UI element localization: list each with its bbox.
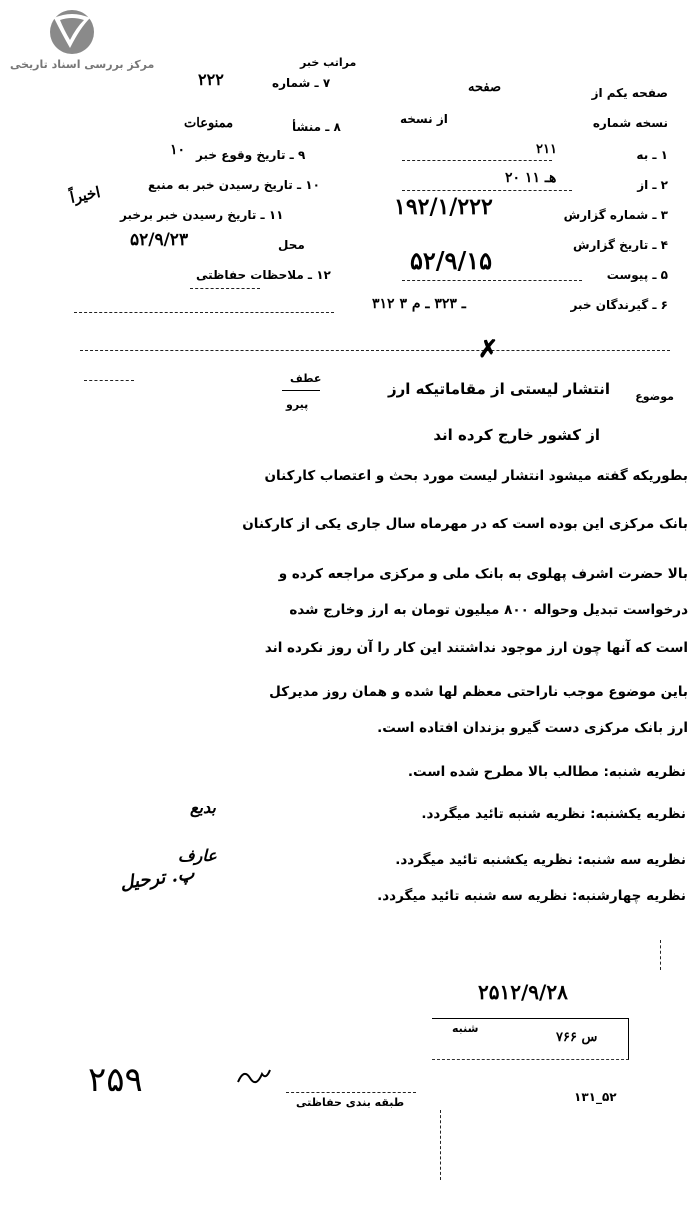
left-field-label: ۱٠ ـ تاریخ رسیدن خبر به منبع — [148, 178, 320, 192]
header-title: مراتب خبر — [300, 56, 357, 69]
body-line: بالا حضرت اشرف پهلوی به بانک ملی و مرکزی مراجعه کرده و — [278, 566, 688, 582]
right-field-label: ۲ ـ از — [637, 178, 668, 192]
left-field-label: ۸ ـ منشأ — [292, 120, 341, 134]
left-field-label: ۱۲ ـ ملاحظات حفاظتی — [196, 268, 331, 282]
page-number: ۲۵۹ — [88, 1060, 143, 1100]
opinion-line: نظریه سه شنبه: نظریه یکشنبه تائید میگردد. — [395, 852, 686, 868]
right-field-value: ۱۹۲/۱/۲۲۲ — [394, 194, 493, 220]
subject-line-2: از کشور خارج کرده اند — [433, 426, 600, 444]
left-field-value: ممنوعات — [184, 116, 234, 131]
right-field-value: از نسخه — [400, 112, 448, 126]
right-field-label: ۵ ـ پیوست — [606, 268, 668, 282]
right-field-label: ۱ ـ به — [636, 148, 668, 162]
subject-tail-dash — [84, 380, 134, 381]
right-field-value: ۳۱۲ ـ ۳۲۳ ـ م ۳ — [372, 296, 466, 312]
subject-label: موضوع — [635, 390, 674, 403]
subject-line-1: انتشار لیستی از مقاماتیکه ارز — [387, 380, 610, 398]
body-line: بطوریکه گفته میشود انتشار لیست مورد بحث و اعتصاب کارکنان — [264, 468, 688, 484]
body-line: باین موضوع موجب ناراحتی معظم لها شده و همان روز مدیرکل — [269, 684, 688, 700]
right-field-value: ۵۲/۹/۱۵ — [410, 246, 492, 275]
opinion-line: نظریه چهارشنبه: نظریه سه شنبه تائید میگردد. — [377, 888, 686, 904]
bottom-tail-dash — [440, 1110, 441, 1180]
right-field-label: ۳ ـ شماره گزارش — [563, 208, 668, 222]
archive-logo-icon — [40, 8, 100, 56]
left-field-value: اخیراً — [68, 183, 102, 207]
right-tail-dash — [660, 940, 661, 970]
body-line: بانک مرکزی این بوده است که در مهرماه سال جاری یکی از کارکنان — [242, 516, 688, 532]
right-field-value: صفحه — [468, 80, 501, 95]
form-code: ۵۲_۱۳۱ — [574, 1090, 617, 1104]
archive-logo — [40, 8, 100, 56]
left-field-label: ۷ ـ شماره — [272, 76, 331, 90]
right-field-value: ۲۰ هـ ۱۱ — [505, 170, 557, 186]
opinion-signature: بدیع — [190, 798, 216, 817]
margin-note-follow: پیرو — [286, 398, 309, 411]
signature-scribble — [236, 1064, 272, 1086]
margin-note-rule — [282, 390, 320, 391]
opinion-signature: عارف — [178, 846, 217, 865]
left-field-value: ۵۲/۹/۲۳ — [130, 230, 189, 250]
box-label: شنبه — [452, 1022, 479, 1035]
scribble-icon — [236, 1064, 272, 1086]
body-line: درخواست تبدیل وحواله ۸۰۰ میلیون تومان به ارز وخارج شده — [289, 602, 688, 618]
margin-note-reference: عطف — [290, 372, 322, 385]
header-separator — [80, 350, 670, 351]
right-field-label: نسخه شماره — [592, 116, 668, 130]
right-field-value: ۲۱۱ — [536, 142, 557, 157]
opinion-line: نظریه شنبه: مطالب بالا مطرح شده است. — [407, 764, 686, 780]
opinion-signature: پ. ترحیل — [118, 862, 196, 895]
body-line: است که آنها چون ارز موجود نداشتند این کار را آن روز نکرده اند — [264, 640, 688, 656]
right-field-label: ۶ ـ گیرندگان خبر — [570, 298, 668, 312]
left-field-value: ۲۲۲ — [198, 70, 224, 89]
cross-mark: ✗ — [478, 334, 499, 363]
left-field-label: محل — [278, 238, 305, 252]
classification-label: طبقه بندی حفاظتی — [296, 1096, 405, 1109]
stamp-date: ۲۵۱۲/۹/۲۸ — [478, 980, 568, 1004]
box-number: ۷۶۶ س — [556, 1030, 598, 1045]
left-field-label: ۱۱ ـ تاریخ رسیدن خبر برخبر — [120, 208, 284, 222]
left-field-label: ۹ ـ تاریخ وقوع خبر — [196, 148, 306, 162]
right-field-label: صفحه یکم از — [591, 86, 668, 100]
classification-rule — [286, 1092, 416, 1093]
right-field-label: ۴ ـ تاریخ گزارش — [572, 238, 668, 252]
left-field-value: ۱٠ — [170, 142, 186, 158]
watermark-text: مرکز بررسی اسناد تاریخی — [10, 58, 155, 71]
opinion-line: نظریه یکشنبه: نظریه شنبه تائید میگردد. — [421, 806, 686, 822]
body-line: ارز بانک مرکزی دست گیرو بزندان افتاده است. — [377, 720, 688, 736]
